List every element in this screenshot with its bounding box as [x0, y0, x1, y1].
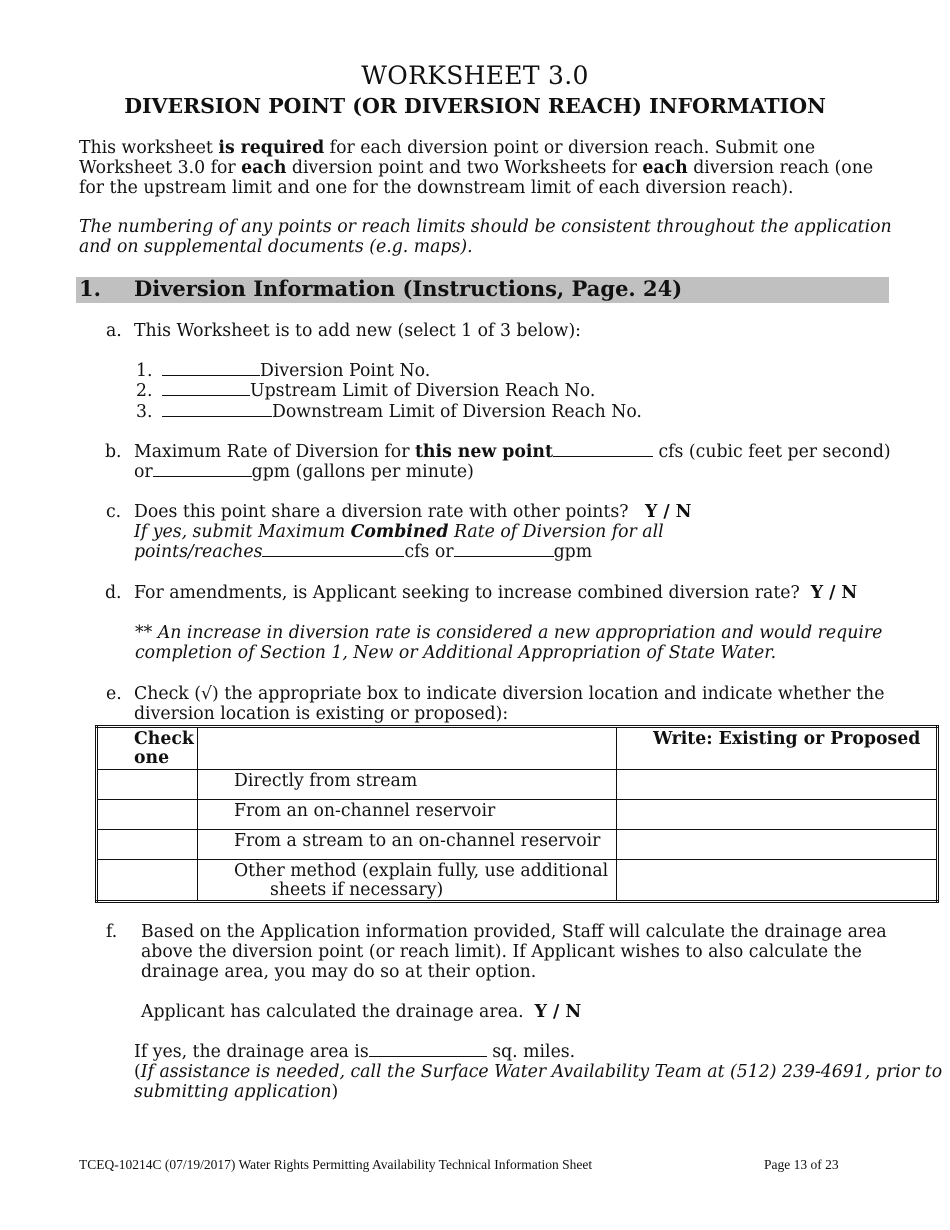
assistance-line1: (If assistance is needed, call the Surface Water Availability Team at (512) 239-4691, prior to [134, 1062, 943, 1082]
item-f-label: f. [106, 922, 118, 942]
item-f-yes-no[interactable]: Y / N [534, 1002, 582, 1022]
drainage-area-blank[interactable] [369, 1042, 487, 1057]
item-b-line1: Maximum Rate of Diversion for this new point cfs (cubic feet per second) [134, 442, 891, 462]
table-row [97, 770, 938, 800]
item-f-calc-question: Applicant has calculated the drainage area. Y / N [141, 1002, 582, 1022]
item-c-yes-no[interactable]: Y / N [644, 502, 692, 522]
check-box-cell[interactable] [97, 830, 198, 860]
table-row [97, 830, 938, 860]
section-number: 1. [79, 276, 101, 301]
option-3-number: 3. [136, 402, 153, 422]
item-d-label: d. [105, 583, 122, 603]
max-rate-cfs-blank[interactable] [553, 442, 653, 457]
location-option-label: Other method (explain fully, use additional sheets if necessary) [198, 860, 617, 902]
item-d-note-line1: ** An increase in diversion rate is considered a new appropriation and would require [135, 623, 883, 643]
item-b-label: b. [105, 442, 122, 462]
item-d-note-line2: completion of Section 1, New or Additional Appropriation of State Water. [135, 643, 777, 663]
section-title: Diversion Information (Instructions, Page. 24) [134, 276, 683, 301]
location-option-label: Directly from stream [198, 770, 617, 800]
item-c-line2: If yes, submit Maximum Combined Rate of Diversion for all [134, 522, 664, 542]
item-b-line2: or gpm (gallons per minute) [134, 462, 474, 482]
location-option-label: From an on-channel reservoir [198, 800, 617, 830]
item-a-text: This Worksheet is to add new (select 1 of 3 below): [134, 321, 582, 341]
status-cell[interactable] [617, 830, 938, 860]
option-3-blank[interactable] [162, 402, 272, 417]
option-3: Downstream Limit of Diversion Reach No. [162, 402, 642, 422]
numbering-note: The numbering of any points or reach limits should be consistent throughout the application and on supplemental documents (e.g. maps). [79, 217, 892, 257]
check-one-header: Check one [97, 727, 198, 770]
combined-rate-cfs-blank[interactable] [262, 542, 404, 557]
option-1: Diversion Point No. [162, 361, 430, 381]
combined-rate-gpm-blank[interactable] [454, 542, 554, 557]
drainage-area-line: If yes, the drainage area is sq. miles. [134, 1042, 576, 1062]
item-e-label: e. [106, 684, 122, 704]
item-c-question: Does this point share a diversion rate with other points? Y / N [134, 502, 692, 522]
max-rate-gpm-blank[interactable] [153, 462, 252, 477]
option-2-blank[interactable] [162, 381, 250, 396]
item-a-label: a. [106, 321, 122, 341]
footer-form-id: TCEQ-10214C (07/19/2017) Water Rights Permitting Availability Technical Information Sheet [79, 1157, 593, 1172]
option-2-number: 2. [136, 381, 153, 401]
diversion-location-table [95, 725, 939, 903]
description-header [198, 727, 617, 770]
page-subtitle: DIVERSION POINT (OR DIVERSION REACH) INFORMATION [124, 94, 826, 118]
option-1-blank[interactable] [162, 361, 260, 376]
item-d-yes-no[interactable]: Y / N [810, 583, 858, 603]
table-row [97, 860, 938, 902]
table-header-row [97, 727, 938, 770]
item-e-line1: Check (√) the appropriate box to indicate diversion location and indicate whether the [134, 684, 885, 704]
location-option-label: From a stream to an on-channel reservoir [198, 830, 617, 860]
assistance-line2: submitting application) [134, 1082, 339, 1102]
item-e-line2: diversion location is existing or proposed): [134, 704, 509, 724]
status-cell[interactable] [617, 800, 938, 830]
intro-paragraph: This worksheet is required for each diversion point or diversion reach. Submit one Worksheet 3.0 for each diversion point and two Worksheets for each diversion reach (one for the upstream limit and one for the downstream limit of each diversion reach). [79, 138, 874, 198]
status-cell[interactable] [617, 770, 938, 800]
status-header: Write: Existing or Proposed [617, 727, 938, 770]
footer-page-number: Page 13 of 23 [764, 1157, 839, 1172]
check-box-cell[interactable] [97, 800, 198, 830]
item-f-line2: above the diversion point (or reach limit). If Applicant wishes to also calculate the [141, 942, 862, 962]
check-box-cell[interactable] [97, 770, 198, 800]
option-2: Upstream Limit of Diversion Reach No. [162, 381, 595, 401]
item-f-line1: Based on the Application information provided, Staff will calculate the drainage area [141, 922, 887, 942]
page-title: WORKSHEET 3.0 [361, 61, 589, 90]
item-d-question: For amendments, is Applicant seeking to increase combined diversion rate? Y / N [134, 583, 858, 603]
check-box-cell[interactable] [97, 860, 198, 902]
item-c-line3: points/reaches cfs or gpm [134, 542, 593, 562]
status-cell[interactable] [617, 860, 938, 902]
item-c-label: c. [106, 502, 122, 522]
table-row [97, 800, 938, 830]
item-f-line3: drainage area, you may do so at their option. [141, 962, 537, 982]
option-1-number: 1. [136, 361, 153, 381]
